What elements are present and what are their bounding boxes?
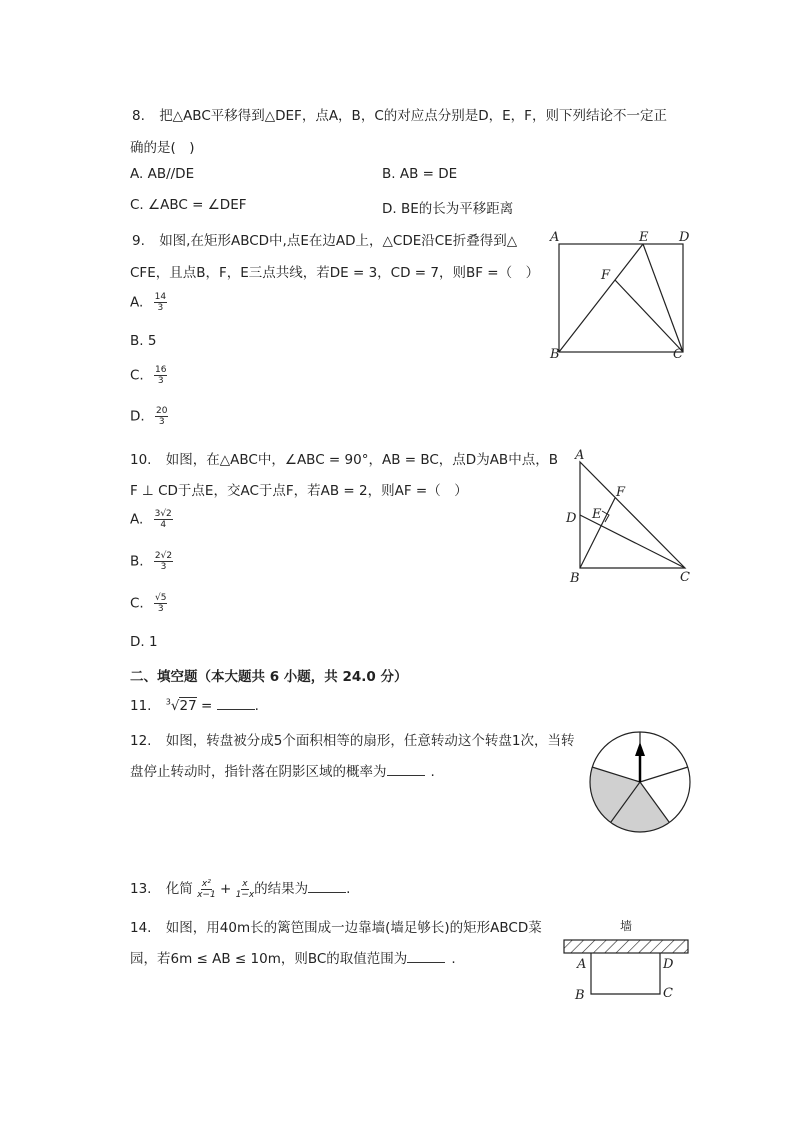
q12-line1 <box>130 729 574 749</box>
q13-suffix: 的结果为 <box>254 881 309 897</box>
q10-option-b-fraction <box>154 551 173 572</box>
q10-option-a-label: A. <box>130 511 144 528</box>
numerator: 2√2 <box>154 551 173 561</box>
label-a: A <box>550 230 560 245</box>
q9-option-c-fraction <box>154 365 167 386</box>
q10-option-c-label: C. <box>130 595 144 612</box>
equals: = <box>196 698 217 714</box>
pointer-arrow-icon <box>635 742 645 756</box>
q8-option-b: B. AB = DE <box>382 166 458 182</box>
q8-stem-line2: 确的是( ) <box>130 140 195 156</box>
q11-expression: $^3$√27 = <box>165 697 217 714</box>
denominator: 4 <box>160 520 167 530</box>
q9-option-d-label: D. <box>130 408 145 425</box>
q8-number: 8. <box>132 108 145 124</box>
segment-be <box>559 244 643 352</box>
segment-cd <box>580 515 685 568</box>
q9-option-d-fraction <box>155 406 168 427</box>
section-2-title: 二、填空题（本大题共 6 小题，共 24.0 分） <box>130 669 408 685</box>
wall <box>564 940 688 953</box>
q10-stem-line1: 如图，在△ABC中，∠ABC = 90°，AB = BC，点D为AB中点，B <box>165 452 558 468</box>
q10-stem-line2: F ⊥ CD于点E，交AC于点F，若AB = 2，则AF =（ ） <box>130 483 468 499</box>
q11-number: 11. <box>130 698 152 714</box>
q13-prefix: 化简 <box>165 881 193 897</box>
numerator: √5 <box>155 593 167 603</box>
q10-option-b-label: B. <box>130 553 144 570</box>
denominator: 3 <box>160 562 167 572</box>
rectangle-abcd <box>559 244 683 352</box>
q14-period: . <box>451 951 456 967</box>
label-c: C <box>663 986 673 1001</box>
radicand: 27 <box>179 698 197 714</box>
q13-plus: + <box>219 881 232 897</box>
q9-option-c <box>130 365 167 386</box>
label-f: F <box>601 268 611 283</box>
label-a: A <box>577 957 587 972</box>
q9-option-c-label: C. <box>130 367 144 384</box>
label-e: E <box>639 230 649 245</box>
q9-stem-line1: 如图,在矩形ABCD中,点E在边AD上，△CDE沿CE折叠得到△ <box>159 233 518 249</box>
label-b: B <box>550 347 560 362</box>
q12-stem-line2: 盘停止转动时，指针落在阴影区域的概率为 <box>130 764 387 780</box>
q9-option-d <box>130 406 168 427</box>
q9-figure <box>548 228 698 360</box>
q9-option-a <box>130 292 167 313</box>
label-e: E <box>592 507 602 522</box>
garden-rectangle <box>591 953 660 994</box>
q14-line2 <box>130 947 456 967</box>
q9-line1 <box>132 229 517 249</box>
q9-option-a-label: A. <box>130 294 144 311</box>
q11-line <box>130 697 259 714</box>
divider-2 <box>640 767 688 782</box>
q10-line1 <box>130 448 558 468</box>
q14-figure <box>562 916 692 1006</box>
denominator: x−1 <box>197 889 216 900</box>
denominator: 3 <box>158 417 165 427</box>
q12-number: 12. <box>130 733 152 749</box>
q8-option-d: D. BE的长为平移距离 <box>382 201 514 217</box>
q14-line1 <box>130 916 542 936</box>
segment-ce <box>643 244 683 352</box>
q12-period: . <box>430 764 435 780</box>
q9-number: 9. <box>132 233 145 249</box>
label-d: D <box>679 230 690 245</box>
q13-fraction-2 <box>236 879 255 900</box>
q10-option-c-fraction <box>154 593 167 614</box>
q10-number: 10. <box>130 452 152 468</box>
label-f: F <box>616 485 626 500</box>
q10-option-a-fraction <box>154 509 173 530</box>
q10-figure <box>562 448 702 588</box>
q14-number: 14. <box>130 920 152 936</box>
q12-stem-line1: 如图，转盘被分成5个面积相等的扇形，任意转动这个转盘1次，当转 <box>165 733 575 749</box>
q8-line1 <box>132 104 667 124</box>
numerator: 20 <box>155 406 168 416</box>
wall-label: 墙 <box>620 919 633 933</box>
q8-option-c: C. ∠ABC = ∠DEF <box>130 197 247 213</box>
denominator: 1−x <box>235 889 255 900</box>
q9-option-a-fraction <box>154 292 167 313</box>
label-d: D <box>663 957 674 972</box>
q14-stem-line2: 园，若6m ≤ AB ≤ 10m，则BC的取值范围为 <box>130 951 408 967</box>
q9-stem-line2: CFE，且点B，F，E三点共线，若DE = 3，CD = 7，则BF =（ ） <box>130 265 540 281</box>
q10-option-b <box>130 551 173 572</box>
q12-spinner-figure <box>590 730 690 834</box>
q11-period: . <box>254 698 259 714</box>
label-b: B <box>575 988 585 1003</box>
q10-option-d: D. 1 <box>130 634 158 650</box>
numerator: x² <box>201 878 211 889</box>
denominator: 3 <box>157 604 164 614</box>
numerator: 14 <box>154 292 167 302</box>
numerator: 16 <box>155 365 167 375</box>
q10-option-c <box>130 593 167 614</box>
numerator: 3√2 <box>154 509 172 519</box>
denominator: 3 <box>157 303 164 313</box>
q12-line2 <box>130 760 435 780</box>
q13-number: 13. <box>130 881 152 897</box>
denominator: 3 <box>157 376 164 386</box>
q12-answer-blank[interactable] <box>387 763 425 776</box>
label-c: C <box>680 570 690 585</box>
label-a: A <box>575 448 585 463</box>
q13-period: . <box>346 881 351 897</box>
numerator: x <box>242 878 248 889</box>
q13-line <box>130 877 350 900</box>
q10-option-a <box>130 509 173 530</box>
q11-answer-blank[interactable] <box>217 697 255 710</box>
root-index: 3 <box>165 697 171 707</box>
q8-stem-line1: 把△ABC平移得到△DEF，点A，B，C的对应点分别是D，E，F，则下列结论不一定正 <box>159 108 667 124</box>
q8-option-a: A. AB//DE <box>130 166 195 182</box>
q13-answer-blank[interactable] <box>308 880 346 893</box>
q9-option-b: B. 5 <box>130 333 157 349</box>
label-c: C <box>673 347 683 362</box>
q13-fraction-1 <box>197 879 216 900</box>
q14-stem-line1: 如图，用40m长的篱笆围成一边靠墙(墙足够长)的矩形ABCD菜 <box>165 920 542 936</box>
q14-answer-blank[interactable] <box>407 950 445 963</box>
label-b: B <box>570 571 580 586</box>
label-d: D <box>566 511 577 526</box>
segment-cf <box>615 280 683 352</box>
